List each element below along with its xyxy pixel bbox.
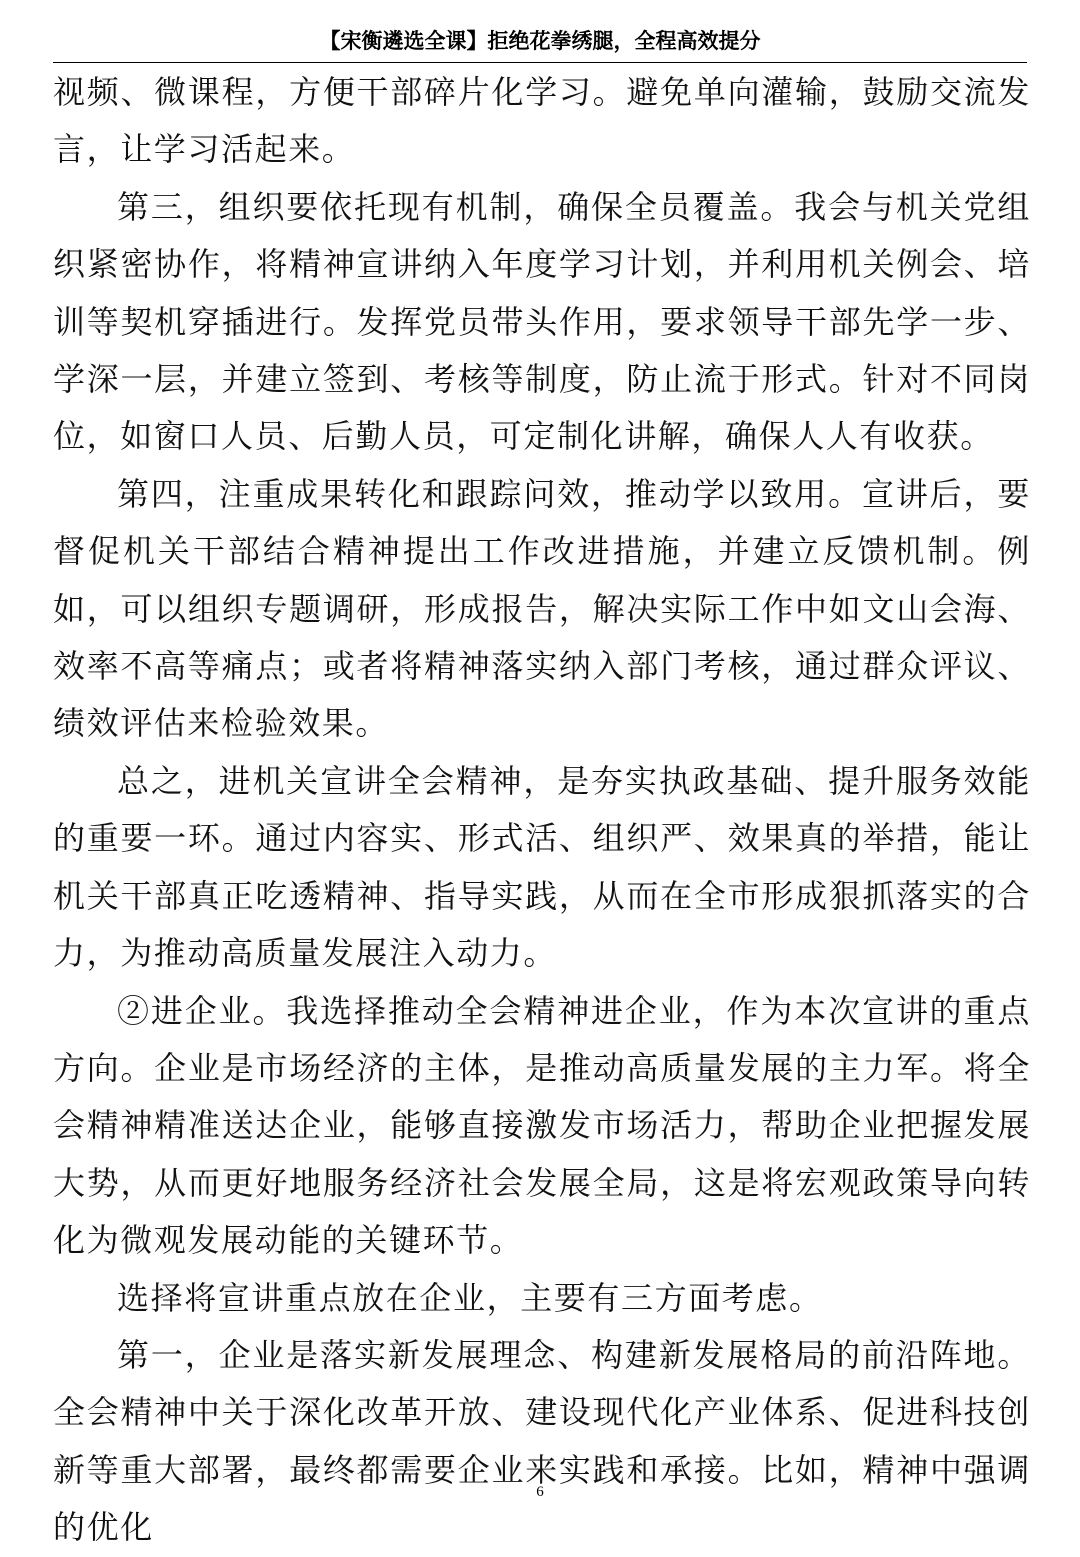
paragraph-first-reason: 第一，企业是落实新发展理念、构建新发展格局的前沿阵地。全会精神中关于深化改革开放、建设现代化产业体系、促进科技创新等重大部署，最终都需要企业来实践和承接。比如，精神中强调的优化 <box>53 1335 1031 1547</box>
header-title: 【宋衡遴选全课】拒绝花拳绣腿，全程高效提分 <box>319 29 761 53</box>
document-body <box>53 64 1031 1557</box>
paragraph-summary: 总之，进机关宣讲全会精神，是夯实执政基础、提升服务效能的重要一环。通过内容实、形式活、组织严、效果真的举措，能让机关干部真正吃透精神、指导实践，从而在全市形成狠抓落实的合力，为推动高质量发展注入动力。 <box>53 761 1031 973</box>
page-header <box>53 20 1027 63</box>
paragraph-continuation: 视频、微课程，方便干部碎片化学习。避免单向灌输，鼓励交流发言，让学习活起来。 <box>53 73 1031 169</box>
paragraph-reasons-intro: 选择将宣讲重点放在企业，主要有三方面考虑。 <box>117 1278 823 1317</box>
paragraph-enterprise: ②进企业。我选择推动全会精神进企业，作为本次宣讲的重点方向。企业是市场经济的主体，是推动高质量发展的主力军。将全会精神精准送达企业，能够直接激发市场活力，帮助企业把握发展大势，从而更好地服务经济社会发展全局，这是将宏观政策导向转化为微观发展动能的关键环节。 <box>53 991 1031 1260</box>
paragraph-third-point: 第三，组织要依托现有机制，确保全员覆盖。我会与机关党组织紧密协作，将精神宣讲纳入年度学习计划，并利用机关例会、培训等契机穿插进行。发挥党员带头作用，要求领导干部先学一步、学深一层，并建立签到、考核等制度，防止流于形式。针对不同岗位，如窗口人员、后勤人员，可定制化讲解，确保人人有收获。 <box>53 187 1031 456</box>
paragraph-fourth-point: 第四，注重成果转化和跟踪问效，推动学以致用。宣讲后，要督促机关干部结合精神提出工作改进措施，并建立反馈机制。例如，可以组织专题调研，形成报告，解决实际工作中如文山会海、效率不高等痛点；或者将精神落实纳入部门考核，通过群众评议、绩效评估来检验效果。 <box>53 474 1031 743</box>
page-number: 6 <box>536 1484 544 1500</box>
